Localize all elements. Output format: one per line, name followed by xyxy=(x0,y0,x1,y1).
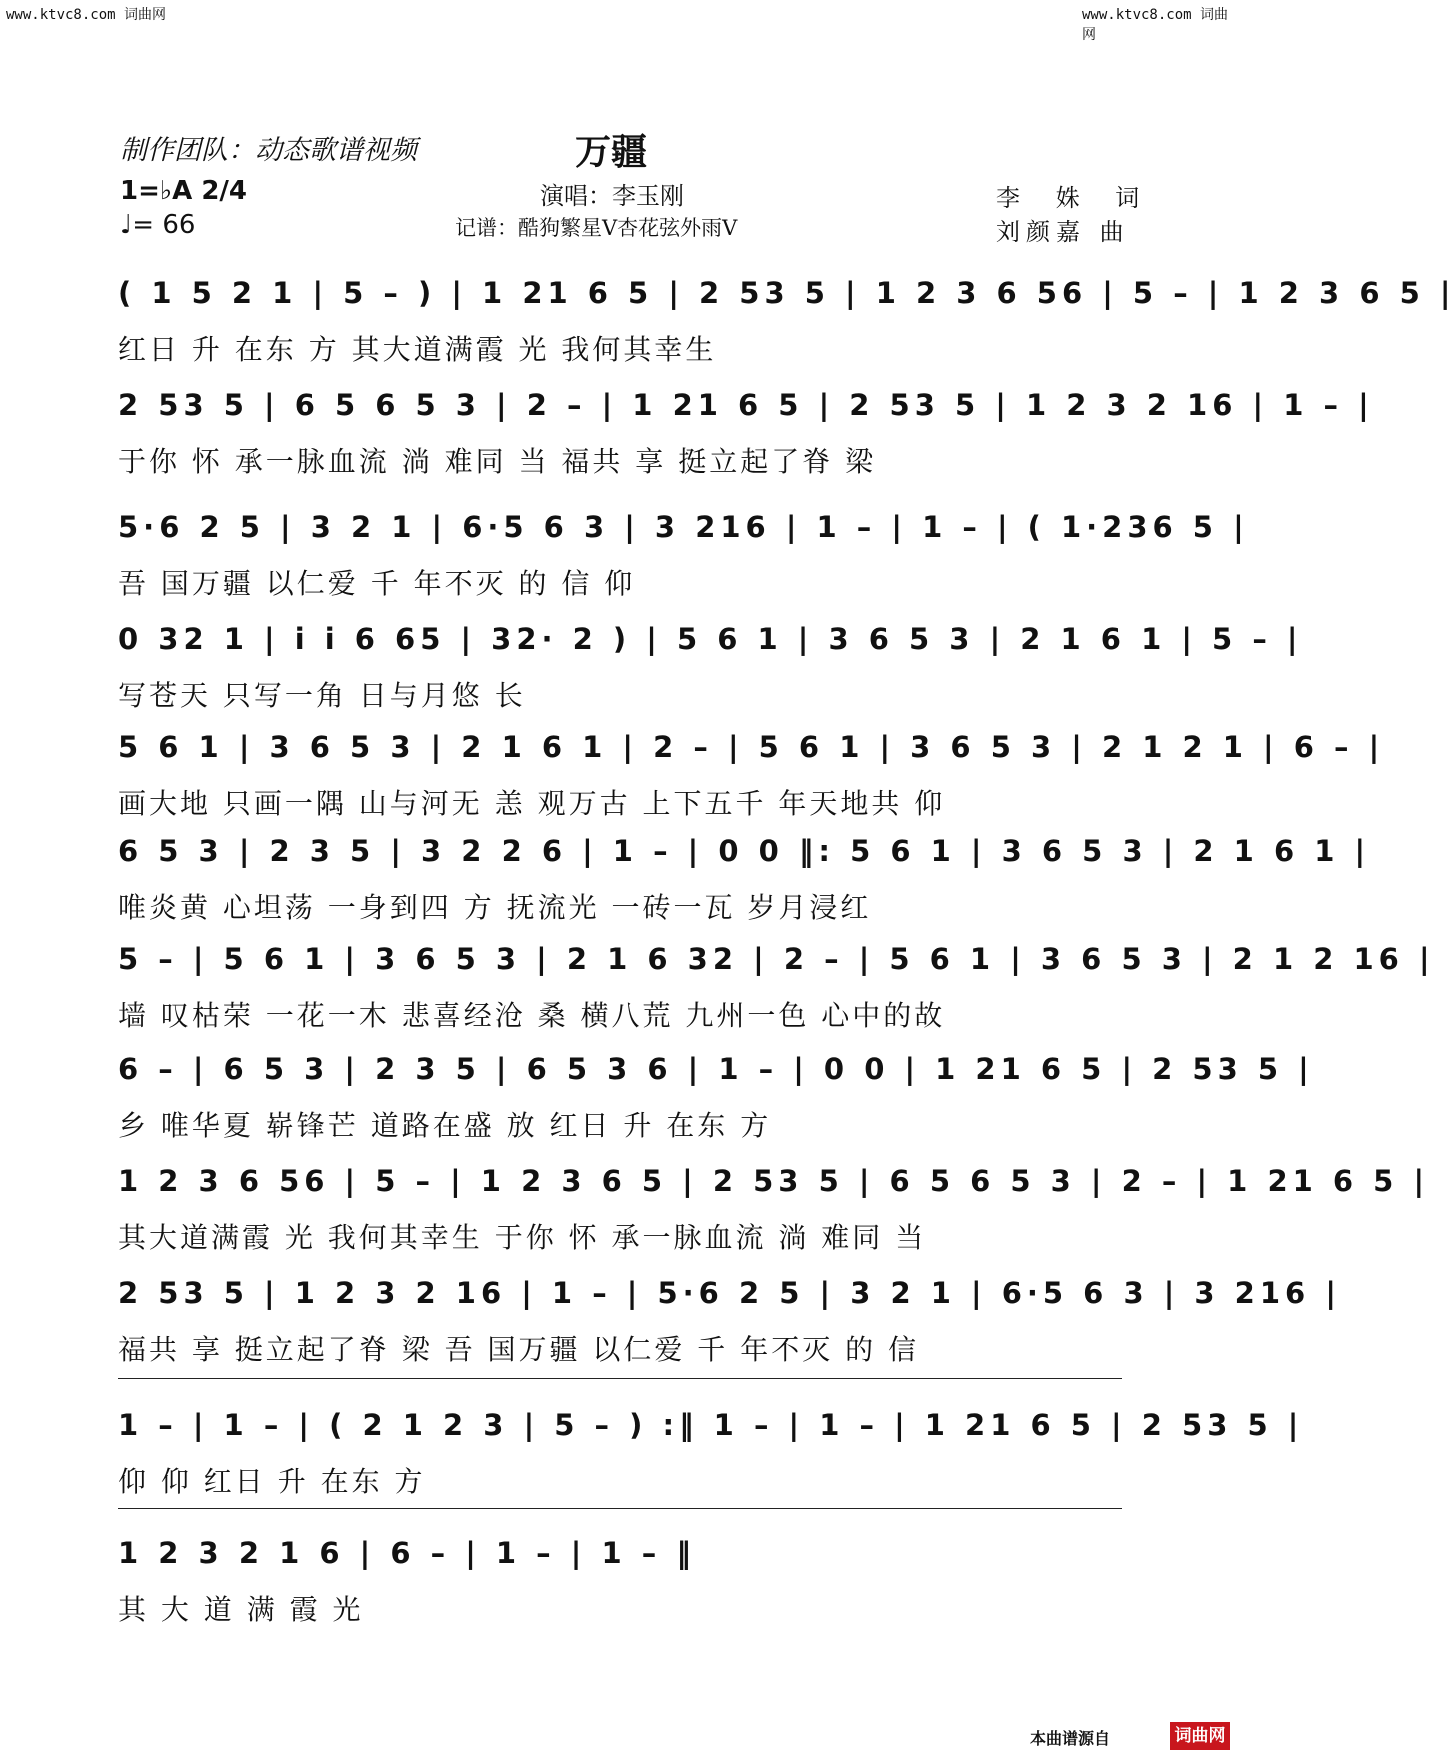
lyric-line: 画大地 只画一隅 山与河无 恙 观万古 上下五千 年天地共 仰 xyxy=(118,787,946,820)
notation-line: 5 6 1 | 3 6 5 3 | 2 1 6 1 | 2 – | 5 6 1 | 3 6 5 3 | 2 1 2 1 | 6 – | xyxy=(118,730,1385,764)
lyric-line: 唯炎黄 心坦荡 一身到四 方 抚流光 一砖一瓦 岁月浸红 xyxy=(118,891,872,924)
transcriber-credit: 记谱：酷狗繁星V杏花弦外雨V xyxy=(455,216,738,240)
composer-credit: 刘颜嘉 曲 xyxy=(996,218,1130,246)
lyricist-credit: 李 姝 词 xyxy=(996,184,1154,212)
notation-line: 5 – | 5 6 1 | 3 6 5 3 | 2 1 6 32 | 2 – | 5 6 1 | 3 6 5 3 | 2 1 2 16 | xyxy=(118,942,1435,976)
notation-line: 5·6 2 5 | 3 2 1 | 6·5 6 3 | 3 216 | 1 – | 1 – | ( 1·236 5 | xyxy=(118,510,1249,544)
notation-line: 1 – | 1 – | ( 2 1 2 3 | 5 – ) :‖ 1 – | 1 – | 1 21 6 5 | 2 53 5 | xyxy=(118,1408,1304,1442)
notation-line: 2 53 5 | 1 2 3 2 16 | 1 – | 5·6 2 5 | 3 2 1 | 6·5 6 3 | 3 216 | xyxy=(118,1276,1341,1310)
watermark-right: www.ktvc8.com 词曲网 xyxy=(1082,7,1229,43)
key-signature: 1=♭A 2/4 xyxy=(120,176,247,206)
lyric-line: 乡 唯华夏 崭锋芒 道路在盛 放 红日 升 在东 方 xyxy=(118,1109,772,1142)
production-team: 制作团队：动态歌谱视频 xyxy=(120,135,417,166)
notation-line: 6 – | 6 5 3 | 2 3 5 | 6 5 3 6 | 1 – | 0 0 | 1 21 6 5 | 2 53 5 | xyxy=(118,1052,1314,1086)
lyric-line: 仰 仰 红日 升 在东 方 xyxy=(118,1465,426,1498)
notation-line: 2 53 5 | 6 5 6 5 3 | 2 – | 1 21 6 5 | 2 53 5 | 1 2 3 2 16 | 1 – | xyxy=(118,388,1374,422)
lyric-line: 墙 叹枯荣 一花一木 悲喜经沧 桑 横八荒 九州一色 心中的故 xyxy=(118,999,946,1032)
singer-credit: 演唱：李玉刚 xyxy=(540,182,684,210)
watermark-left: www.ktvc8.com 词曲网 xyxy=(6,7,167,23)
tempo-marking: ♩= 66 xyxy=(120,210,196,240)
lyric-line: 其 大 道 满 霞 光 xyxy=(118,1593,364,1626)
volta-bracket-line xyxy=(118,1378,1122,1379)
lyric-line: 于你 怀 承一脉血流 淌 难同 当 福共 享 挺立起了脊 梁 xyxy=(118,445,877,478)
notation-line: 1 2 3 6 56 | 5 – | 1 2 3 6 5 | 2 53 5 | 6 5 6 5 3 | 2 – | 1 21 6 5 | xyxy=(118,1164,1430,1198)
lyric-line: 红日 升 在东 方 其大道满霞 光 我何其幸生 xyxy=(118,333,717,366)
source-note: 本曲谱源自 xyxy=(1030,1729,1111,1748)
ending-bracket-line xyxy=(118,1508,1122,1509)
notation-line: ( 1 5 2 1 | 5 – ) | 1 21 6 5 | 2 53 5 | 1 2 3 6 56 | 5 – | 1 2 3 6 5 | xyxy=(118,276,1455,310)
notation-line: 1 2 3 2 1 6 | 6 – | 1 – | 1 – ‖ xyxy=(118,1536,696,1570)
lyric-line: 福共 享 挺立起了脊 梁 吾 国万疆 以仁爱 千 年不灭 的 信 xyxy=(118,1333,920,1366)
site-logo: 词曲网 xyxy=(1170,1722,1230,1750)
lyric-line: 其大道满霞 光 我何其幸生 于你 怀 承一脉血流 淌 难同 当 xyxy=(118,1221,927,1254)
song-title: 万疆 xyxy=(575,132,648,173)
notation-line: 6 5 3 | 2 3 5 | 3 2 2 6 | 1 – | 0 0 ‖: 5 6 1 | 3 6 5 3 | 2 1 6 1 | xyxy=(118,834,1371,868)
lyric-line: 吾 国万疆 以仁爱 千 年不灭 的 信 仰 xyxy=(118,567,636,600)
notation-line: 0 32 1 | i i 6 65 | 32· 2 ) | 5 6 1 | 3 6 5 3 | 2 1 6 1 | 5 – | xyxy=(118,622,1303,656)
lyric-line: 写苍天 只写一角 日与月悠 长 xyxy=(118,679,526,712)
